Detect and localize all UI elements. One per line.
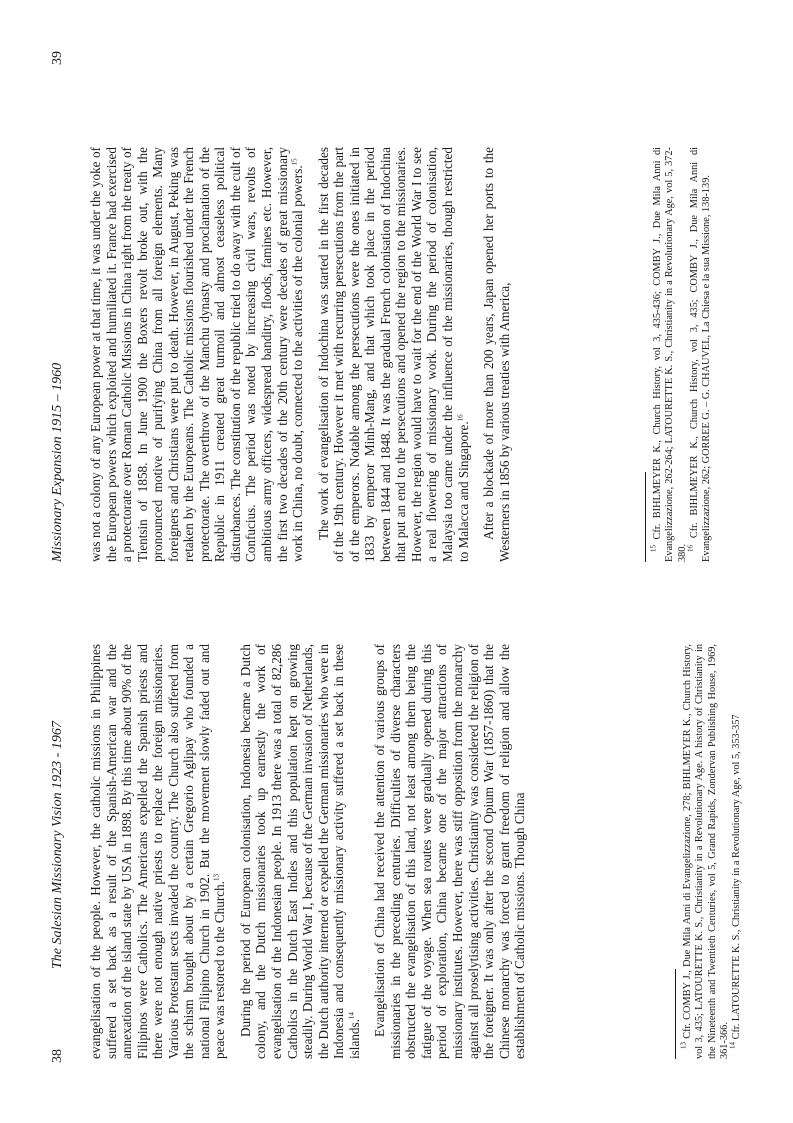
left-running-head: The Salesian Missionary Vision 1923 - 1967 — [50, 721, 65, 969]
footnote-14-text: Cfr. LATOURETTE K. S., Christianity in a Revolutionary Age, vol 5, 353-357 — [731, 714, 743, 1040]
footnote-16 — [686, 146, 714, 562]
left-paragraph-2-text: During the period of European colonisation, Indonesia became a Dutch colony, and the Dutch missionaries took up earnestly the work of evangelisation of the Indonesian people. In 1913 there was a total of 82,286 Catholics in the Dutch East Indies and this population kept on growing steadily. During World War I, because of the German invasion of Netherlands, the Dutch authority interned or expelled the German missionaries who were in Indonesia and consequently missionary activity suffered a set back in these islands. — [237, 644, 362, 1059]
footnote-14-number: 14 — [728, 1042, 737, 1049]
footnote-rule — [645, 472, 646, 562]
left-paragraph-1 — [88, 644, 228, 1059]
left-page-number: 38 — [50, 1049, 65, 1063]
right-running-head: Missionary Expansion 1915 – 1960 — [50, 362, 65, 562]
footnote-16-text: Cfr. BIHLMEYER K., Church History, vol 3, 435; COMBY J., Due Mila Anni di Evangelizzazione, 262; GORREE G. – G. CHAUVEL, La Chiesa e la sua Missione, 138-139. — [688, 146, 713, 562]
footnote-15-text: Cfr. BIHLMEYER K., Church History, vol 3, 435-436; COMBY J., Due Mila Anni di Evangelizzazione, 262-264; LATOURETTE K. S., Christianity in a Revolutionary Age, vol 5, 372-380. — [652, 146, 688, 562]
right-paragraph-1 — [88, 147, 306, 562]
footnote-15-number: 15 — [649, 545, 658, 552]
footnote-15 — [649, 146, 689, 562]
footnote-rule — [675, 969, 676, 1059]
right-paragraph-3: After a blockade of more than 200 years, Japan opened her ports to the Westerners in 1856 by various treaties with America, — [481, 147, 512, 562]
fn-ref-16: 16 — [456, 414, 465, 422]
footnote-13-number: 13 — [679, 1042, 688, 1049]
left-paragraph-1-text: evangelisation of the people. However, the catholic missions in Philippines suffered a set back as a result of the Spanish-American war and the annexation of the island state by USA in 1898. By this time about 90% of the Filipinos were Catholics. The Americans expelled the Spanish priests and there were not enough native priests to replace the foreign missionaries. Various Protestant sects invaded the country. The Church also suffered from the schism brought about by a certain Gregorio Aglipay who founded a national Filipino Church in 1902. But the movement slowly faded out and peace was restored to the Church. — [88, 644, 228, 1059]
right-paragraph-2 — [316, 147, 471, 562]
footnote-13-text: Cfr. COMBY J., Due Mila Anni di Evangelizzazione, 278; BIHLMEYER K., Church History, vol 3, 435; LATOURETTE K. S., Christianity in a Revolutionary Age. A history of Christianity in the Nineteenth and Twentieth Centuries, vol 5, Grand Rapids, Zondervan Publishing House, 1969, 361-366. — [682, 644, 730, 1059]
left-body-text — [88, 644, 538, 1059]
right-footnotes — [645, 147, 713, 562]
right-body-text — [88, 147, 522, 562]
right-paragraph-1-text: was not a colony of any European power at that time, it was under the yoke of the European powers which exploited and humiliated it. France had exercised a protectorate over Roman Catholic Missions in China right from the treaty of Tientsin of 1858. In June 1900 the Boxers revolt broke out, with the pronounced motive of purifying China from all foreign elements. Many foreigners and Christians were put to death. However, in August, Peking was retaken by the Europeans. The Catholic missions flourished under the French protectorate. The overthrow of the Manchu dynasty and proclamation of the Republic in 1911 created great turmoil and almost ceaseless political disturbances. The constitution of the republic tried to do away with the cult of Confucius. The period was noted by increasing civil wars, revolts of ambitious army officers, widespread banditry, floods, famines etc. However, the first two decades of the 20th century were decades of great missionary work in China, no doubt, connected to the activities of the colonial powers. — [88, 147, 306, 562]
left-page — [0, 562, 793, 1123]
right-paragraph-2-text: The work of evangelisation of Indochina was started in the first decades of the 19th century. However it met with recurring persecutions from the part of the emperors. Notable among the persecutions were the ones initiated in 1833 by emperor Minh-Mang, and that which took place in the period between 1844 and 1848. It was the gradual French colonisation of Indochina that put an end to the persecutions and opened the region to the missionaries. However, the region would have to wait for the end of the World War I to see a real flowering of missionary work. During the period of colonisation, Malaysia too came under the influence of the missionaries, though restricted to Malacca and Singapore. — [315, 147, 471, 562]
footnote-14 — [728, 644, 743, 1059]
footnote-13 — [679, 644, 731, 1059]
left-paragraph-3: Evangelisation of China had received the attention of various groups of missionaries in the preceding centuries. Difficulties of diverse characters obstructed the evangelisation of this land, not least among them being the fatigue of the voyage. When sea routes were gradually opened during this period of exploration, China became one of the major attractions of missionary institutes. However, there was stiff opposition from the monarchy against all proselytising activities. Christianity was considered the religion of the foreigner. It was only after the second Opium War (1857-1860) that the Chinese monarchy was forced to grant freedom of religion and allow the establishment of Catholic missions. Though China — [372, 644, 528, 1059]
right-page — [0, 1, 793, 562]
fn-ref-13: 13 — [212, 874, 221, 882]
fn-ref-14: 14 — [347, 1012, 356, 1020]
left-footnotes — [675, 644, 743, 1059]
left-paragraph-2 — [238, 644, 362, 1059]
footnote-16-number: 16 — [686, 545, 695, 552]
right-page-number: 39 — [50, 51, 65, 65]
fn-ref-15: 15 — [290, 158, 299, 166]
